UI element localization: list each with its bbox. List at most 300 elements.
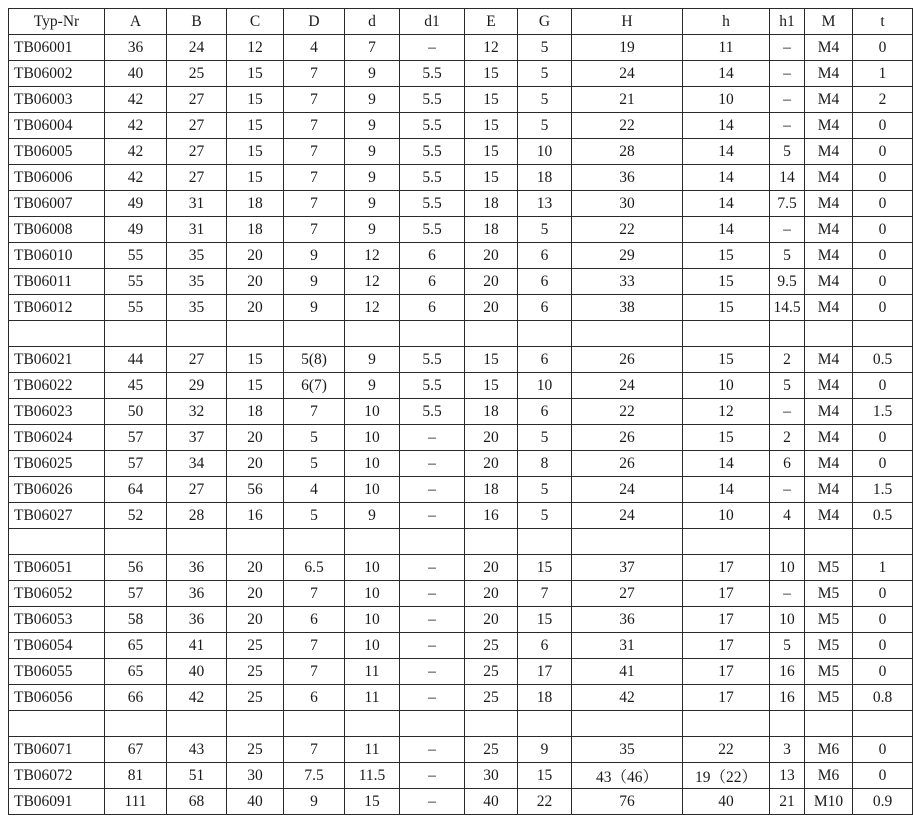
table-cell: 1 xyxy=(853,555,913,581)
empty-cell xyxy=(683,711,770,737)
table-cell: 20 xyxy=(227,425,284,451)
table-cell: 25 xyxy=(227,737,284,763)
table-cell: 32 xyxy=(167,399,227,425)
table-cell: 24 xyxy=(572,61,683,87)
table-cell: 6.5 xyxy=(284,555,345,581)
table-cell: 22 xyxy=(572,113,683,139)
table-cell: 55 xyxy=(105,243,167,269)
table-cell: 7 xyxy=(284,165,345,191)
table-cell: 7 xyxy=(284,61,345,87)
table-cell: 36 xyxy=(167,607,227,633)
table-cell: 15 xyxy=(465,373,518,399)
table-cell: – xyxy=(770,477,805,503)
table-row xyxy=(9,217,913,243)
column-header: d1 xyxy=(400,9,465,35)
table-cell: 5.5 xyxy=(400,373,465,399)
table-cell: 40 xyxy=(465,789,518,815)
table-cell: 15 xyxy=(227,165,284,191)
table-cell: – xyxy=(770,113,805,139)
table-cell: 7 xyxy=(284,191,345,217)
table-cell: 24 xyxy=(572,503,683,529)
table-row xyxy=(9,139,913,165)
group-separator-row xyxy=(9,529,913,555)
table-cell: 0 xyxy=(853,113,913,139)
table-cell: 5 xyxy=(518,113,572,139)
empty-cell xyxy=(853,321,913,347)
table-cell: 64 xyxy=(105,477,167,503)
table-cell: 6 xyxy=(284,607,345,633)
table-cell: 17 xyxy=(518,659,572,685)
table-cell: 56 xyxy=(227,477,284,503)
table-cell: 15 xyxy=(227,61,284,87)
table-cell: M4 xyxy=(805,451,853,477)
table-cell: 6 xyxy=(518,295,572,321)
table-cell: 25 xyxy=(465,737,518,763)
table-cell: 18 xyxy=(227,217,284,243)
column-header: C xyxy=(227,9,284,35)
table-cell: 15 xyxy=(227,347,284,373)
table-cell: – xyxy=(770,217,805,243)
table-cell: 5.5 xyxy=(400,399,465,425)
table-cell: 42 xyxy=(105,113,167,139)
table-cell: 3 xyxy=(770,737,805,763)
table-cell: – xyxy=(400,477,465,503)
table-cell: 27 xyxy=(167,165,227,191)
table-cell: 9 xyxy=(345,113,400,139)
empty-cell xyxy=(9,711,105,737)
table-cell: 7 xyxy=(284,139,345,165)
table-cell: 27 xyxy=(167,87,227,113)
table-cell: 5.5 xyxy=(400,165,465,191)
table-cell: 111 xyxy=(105,789,167,815)
table-cell: 0 xyxy=(853,139,913,165)
table-cell: 9 xyxy=(518,737,572,763)
type-number-cell: TB06052 xyxy=(9,581,105,607)
table-row xyxy=(9,477,913,503)
table-cell: 10 xyxy=(345,477,400,503)
column-header: B xyxy=(167,9,227,35)
table-cell: 9 xyxy=(345,191,400,217)
table-cell: 5 xyxy=(284,451,345,477)
table-cell: – xyxy=(400,763,465,789)
empty-cell xyxy=(105,321,167,347)
table-cell: 9 xyxy=(345,165,400,191)
table-cell: 40 xyxy=(683,789,770,815)
table-cell: 51 xyxy=(167,763,227,789)
table-cell: 6 xyxy=(518,347,572,373)
table-cell: 10 xyxy=(770,607,805,633)
column-header: G xyxy=(518,9,572,35)
table-cell: 9 xyxy=(284,295,345,321)
table-cell: 5.5 xyxy=(400,61,465,87)
table-cell: 7 xyxy=(518,581,572,607)
table-cell: 14 xyxy=(683,113,770,139)
empty-cell xyxy=(400,529,465,555)
table-cell: 9 xyxy=(345,87,400,113)
table-cell: 14 xyxy=(683,191,770,217)
table-cell: 14 xyxy=(683,451,770,477)
table-cell: 4 xyxy=(770,503,805,529)
table-cell: M6 xyxy=(805,737,853,763)
table-cell: 0 xyxy=(853,451,913,477)
table-cell: 40 xyxy=(105,61,167,87)
table-cell: 20 xyxy=(465,581,518,607)
table-cell: 50 xyxy=(105,399,167,425)
type-number-cell: TB06025 xyxy=(9,451,105,477)
table-cell: 15 xyxy=(683,425,770,451)
table-cell: 7 xyxy=(284,737,345,763)
table-cell: M4 xyxy=(805,373,853,399)
column-header: d xyxy=(345,9,400,35)
table-cell: 35 xyxy=(167,269,227,295)
table-cell: 11 xyxy=(683,35,770,61)
empty-cell xyxy=(345,321,400,347)
table-cell: 52 xyxy=(105,503,167,529)
table-cell: 15 xyxy=(683,295,770,321)
table-cell: 22 xyxy=(683,737,770,763)
table-cell: 20 xyxy=(465,607,518,633)
table-cell: 15 xyxy=(227,87,284,113)
table-cell: 35 xyxy=(167,295,227,321)
table-cell: M4 xyxy=(805,191,853,217)
table-cell: 5.5 xyxy=(400,191,465,217)
table-cell: 20 xyxy=(227,451,284,477)
table-cell: 10 xyxy=(345,581,400,607)
table-cell: 10 xyxy=(683,373,770,399)
table-cell: 5 xyxy=(770,373,805,399)
table-cell: 76 xyxy=(572,789,683,815)
empty-cell xyxy=(683,529,770,555)
table-cell: 24 xyxy=(167,35,227,61)
table-cell: – xyxy=(400,633,465,659)
table-cell: 17 xyxy=(683,581,770,607)
table-cell: 5 xyxy=(770,243,805,269)
type-number-cell: TB06005 xyxy=(9,139,105,165)
table-cell: M5 xyxy=(805,555,853,581)
table-cell: 19（22） xyxy=(683,763,770,789)
empty-cell xyxy=(284,529,345,555)
table-cell: 26 xyxy=(572,347,683,373)
table-cell: 31 xyxy=(167,217,227,243)
table-cell: 16 xyxy=(770,685,805,711)
table-cell: 18 xyxy=(465,477,518,503)
type-number-cell: TB06006 xyxy=(9,165,105,191)
table-cell: 2 xyxy=(770,347,805,373)
table-cell: 21 xyxy=(572,87,683,113)
type-number-cell: TB06007 xyxy=(9,191,105,217)
table-row xyxy=(9,763,913,789)
table-cell: 30 xyxy=(227,763,284,789)
table-cell: M4 xyxy=(805,139,853,165)
table-cell: – xyxy=(400,581,465,607)
table-cell: 9 xyxy=(284,243,345,269)
type-number-cell: TB06003 xyxy=(9,87,105,113)
table-cell: 34 xyxy=(167,451,227,477)
table-cell: – xyxy=(770,87,805,113)
table-cell: 11.5 xyxy=(345,763,400,789)
table-cell: 37 xyxy=(572,555,683,581)
empty-cell xyxy=(518,711,572,737)
column-header: A xyxy=(105,9,167,35)
table-cell: 0 xyxy=(853,425,913,451)
empty-cell xyxy=(465,321,518,347)
empty-cell xyxy=(105,529,167,555)
table-cell: 5 xyxy=(770,633,805,659)
table-cell: 30 xyxy=(465,763,518,789)
table-cell: 0 xyxy=(853,269,913,295)
table-cell: 27 xyxy=(167,347,227,373)
table-cell: M4 xyxy=(805,347,853,373)
table-cell: 24 xyxy=(572,373,683,399)
table-row xyxy=(9,425,913,451)
table-cell: 20 xyxy=(227,295,284,321)
table-cell: 49 xyxy=(105,217,167,243)
table-cell: 15 xyxy=(465,87,518,113)
table-cell: 6 xyxy=(518,633,572,659)
table-cell: 66 xyxy=(105,685,167,711)
empty-cell xyxy=(770,529,805,555)
table-cell: 1.5 xyxy=(853,399,913,425)
type-number-cell: TB06022 xyxy=(9,373,105,399)
type-number-cell: TB06053 xyxy=(9,607,105,633)
empty-cell xyxy=(9,529,105,555)
table-cell: 12 xyxy=(683,399,770,425)
table-cell: 11 xyxy=(345,685,400,711)
empty-cell xyxy=(167,321,227,347)
table-cell: 10 xyxy=(518,139,572,165)
empty-cell xyxy=(105,711,167,737)
table-body xyxy=(9,35,913,815)
type-number-cell: TB06026 xyxy=(9,477,105,503)
table-cell: 10 xyxy=(345,555,400,581)
table-cell: 15 xyxy=(227,139,284,165)
column-header: h xyxy=(683,9,770,35)
table-cell: 20 xyxy=(227,607,284,633)
table-cell: 0.5 xyxy=(853,503,913,529)
table-cell: 27 xyxy=(167,113,227,139)
table-cell: 14 xyxy=(683,477,770,503)
table-cell: 16 xyxy=(770,659,805,685)
table-cell: 17 xyxy=(683,659,770,685)
table-cell: – xyxy=(400,659,465,685)
table-cell: 0 xyxy=(853,763,913,789)
table-cell: 7 xyxy=(284,87,345,113)
table-cell: 5.5 xyxy=(400,217,465,243)
table-cell: 5 xyxy=(518,503,572,529)
table-row xyxy=(9,269,913,295)
table-cell: 7 xyxy=(284,659,345,685)
table-cell: 9 xyxy=(345,61,400,87)
table-cell: 6 xyxy=(400,269,465,295)
table-cell: M5 xyxy=(805,633,853,659)
table-cell: – xyxy=(770,35,805,61)
empty-cell xyxy=(572,529,683,555)
table-cell: 20 xyxy=(465,243,518,269)
table-cell: 58 xyxy=(105,607,167,633)
empty-cell xyxy=(805,711,853,737)
table-cell: 30 xyxy=(572,191,683,217)
table-row xyxy=(9,347,913,373)
table-cell: 15 xyxy=(683,269,770,295)
table-cell: 2 xyxy=(770,425,805,451)
table-cell: 15 xyxy=(683,243,770,269)
table-cell: 4 xyxy=(284,35,345,61)
table-cell: 20 xyxy=(465,555,518,581)
empty-cell xyxy=(465,711,518,737)
type-number-cell: TB06051 xyxy=(9,555,105,581)
table-cell: – xyxy=(400,451,465,477)
table-cell: 81 xyxy=(105,763,167,789)
type-number-cell: TB06002 xyxy=(9,61,105,87)
table-cell: 18 xyxy=(518,685,572,711)
empty-cell xyxy=(683,321,770,347)
table-cell: M4 xyxy=(805,425,853,451)
table-cell: 0.5 xyxy=(853,347,913,373)
table-cell: 20 xyxy=(227,581,284,607)
table-cell: M5 xyxy=(805,685,853,711)
table-cell: 0.8 xyxy=(853,685,913,711)
table-cell: 1.5 xyxy=(853,477,913,503)
table-row xyxy=(9,581,913,607)
table-cell: 20 xyxy=(465,295,518,321)
column-header: t xyxy=(853,9,913,35)
table-cell: 55 xyxy=(105,269,167,295)
group-separator-row xyxy=(9,321,913,347)
table-cell: 6 xyxy=(518,243,572,269)
table-cell: M5 xyxy=(805,581,853,607)
type-number-cell: TB06011 xyxy=(9,269,105,295)
empty-cell xyxy=(465,529,518,555)
table-cell: 22 xyxy=(572,399,683,425)
table-cell: 25 xyxy=(465,659,518,685)
table-cell: 27 xyxy=(572,581,683,607)
table-cell: 0.9 xyxy=(853,789,913,815)
table-row xyxy=(9,789,913,815)
type-number-cell: TB06001 xyxy=(9,35,105,61)
table-cell: 26 xyxy=(572,451,683,477)
table-cell: 36 xyxy=(572,165,683,191)
table-cell: M4 xyxy=(805,269,853,295)
table-cell: 6 xyxy=(518,399,572,425)
table-cell: 14 xyxy=(683,165,770,191)
table-cell: 31 xyxy=(572,633,683,659)
table-cell: 10 xyxy=(683,87,770,113)
table-cell: 57 xyxy=(105,581,167,607)
table-cell: 12 xyxy=(345,243,400,269)
table-cell: 7 xyxy=(284,633,345,659)
table-cell: 15 xyxy=(227,113,284,139)
table-cell: 15 xyxy=(465,139,518,165)
empty-cell xyxy=(284,321,345,347)
table-cell: 29 xyxy=(167,373,227,399)
table-cell: 10 xyxy=(345,451,400,477)
header-row xyxy=(9,9,913,35)
table-cell: M6 xyxy=(805,763,853,789)
table-cell: 35 xyxy=(167,243,227,269)
type-number-cell: TB06027 xyxy=(9,503,105,529)
table-cell: 24 xyxy=(572,477,683,503)
table-cell: 20 xyxy=(227,269,284,295)
table-cell: 41 xyxy=(572,659,683,685)
table-cell: 68 xyxy=(167,789,227,815)
empty-cell xyxy=(805,529,853,555)
table-cell: 5 xyxy=(518,217,572,243)
table-cell: 13 xyxy=(770,763,805,789)
empty-cell xyxy=(227,529,284,555)
table-cell: 14 xyxy=(683,139,770,165)
empty-cell xyxy=(518,321,572,347)
table-cell: 43 xyxy=(167,737,227,763)
table-cell: 36 xyxy=(572,607,683,633)
table-cell: 18 xyxy=(227,399,284,425)
table-cell: 25 xyxy=(227,633,284,659)
table-cell: 8 xyxy=(518,451,572,477)
table-row xyxy=(9,35,913,61)
type-number-cell: TB06055 xyxy=(9,659,105,685)
table-cell: 9 xyxy=(345,217,400,243)
table-cell: 10 xyxy=(345,607,400,633)
table-cell: 57 xyxy=(105,451,167,477)
table-cell: 5.5 xyxy=(400,347,465,373)
table-row xyxy=(9,191,913,217)
table-cell: 25 xyxy=(465,633,518,659)
table-cell: 10 xyxy=(683,503,770,529)
empty-cell xyxy=(805,321,853,347)
empty-cell xyxy=(345,529,400,555)
table-cell: 0 xyxy=(853,581,913,607)
type-number-cell: TB06004 xyxy=(9,113,105,139)
type-number-cell: TB06010 xyxy=(9,243,105,269)
table-cell: M4 xyxy=(805,243,853,269)
table-cell: M4 xyxy=(805,503,853,529)
table-cell: 17 xyxy=(683,607,770,633)
table-cell: 9 xyxy=(345,373,400,399)
table-cell: 10 xyxy=(345,399,400,425)
table-row xyxy=(9,659,913,685)
table-cell: 20 xyxy=(465,425,518,451)
table-cell: 65 xyxy=(105,633,167,659)
table-cell: – xyxy=(400,685,465,711)
table-cell: 15 xyxy=(683,347,770,373)
table-cell: 14.5 xyxy=(770,295,805,321)
table-cell: 10 xyxy=(345,633,400,659)
table-cell: 0 xyxy=(853,633,913,659)
table-row xyxy=(9,165,913,191)
table-cell: 15 xyxy=(345,789,400,815)
table-cell: 35 xyxy=(572,737,683,763)
table-cell: 10 xyxy=(345,425,400,451)
table-cell: 40 xyxy=(227,789,284,815)
column-header: H xyxy=(572,9,683,35)
table-cell: 42 xyxy=(105,165,167,191)
table-cell: 0 xyxy=(853,217,913,243)
table-row xyxy=(9,685,913,711)
type-number-cell: TB06056 xyxy=(9,685,105,711)
table-cell: 42 xyxy=(105,87,167,113)
empty-cell xyxy=(770,711,805,737)
table-cell: 12 xyxy=(345,269,400,295)
table-cell: M4 xyxy=(805,165,853,191)
empty-cell xyxy=(227,711,284,737)
column-header: D xyxy=(284,9,345,35)
table-cell: 36 xyxy=(167,555,227,581)
table-cell: M4 xyxy=(805,399,853,425)
empty-cell xyxy=(400,711,465,737)
table-cell: 0 xyxy=(853,35,913,61)
table-cell: 18 xyxy=(518,165,572,191)
table-cell: – xyxy=(770,581,805,607)
table-row xyxy=(9,503,913,529)
